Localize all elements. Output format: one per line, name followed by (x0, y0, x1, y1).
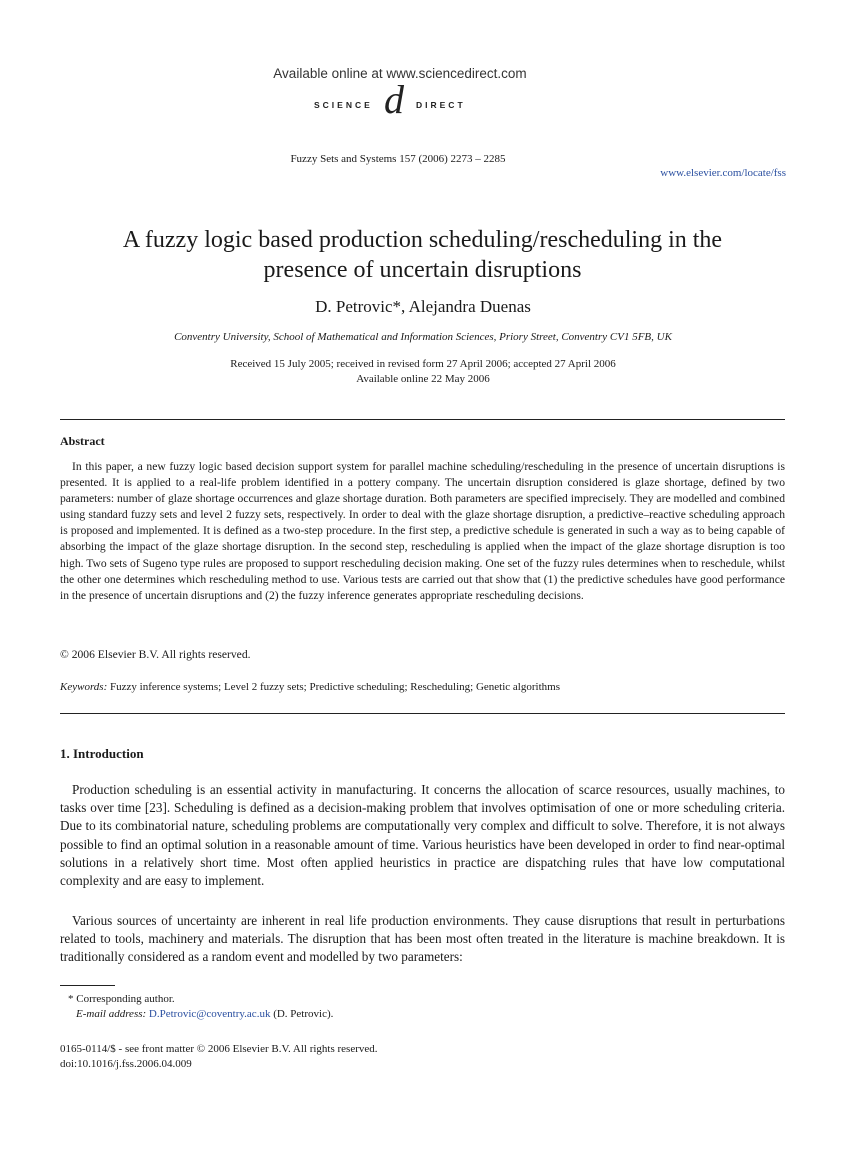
sciencedirect-availability: Available online at www.sciencedirect.com (273, 66, 527, 81)
abstract-heading: Abstract (60, 434, 105, 448)
abstract-body: In this paper, a new fuzzy logic based decision support system for parallel machine scheduling/rescheduling in the presence of uncertain disruptions is presented. It is applied to a real-life problem identified in a pottery company. The uncertain disruption considered is glaze shortage, defined by two parameters: number of glaze shortage occurrences and glaze shortage duration. Both parameters are specified imprecisely. They are modelled and combined using standard fuzzy sets and level 2 fuzzy sets, respectively. In order to deal with the glaze shortage disruption, a predictive–reactive scheduling approach is proposed and implemented. It is defined as a two-step procedure. In the first step, a predictive schedule is generated in such a way as to being capable of absorbing the impact of the glaze shortage disruption. In the second step, rescheduling is applied when the impact of the glaze shortage disruption is too high. Two sets of Sugeno type rules are proposed to support rescheduling decision making. One set of the fuzzy rules determines when to reschedule, whilst the other one determines which rescheduling method to use. Various tests are carried out that show that (1) the predictive schedules have good performance in the presence of uncertain disruptions and (2) the fuzzy inference generates appropriate rescheduling decisions. (60, 460, 785, 602)
keywords (60, 681, 560, 693)
logo-direct-text: DIRECT (416, 100, 466, 110)
article-dates (0, 357, 846, 387)
available-date: Available online 22 May 2006 (356, 373, 490, 385)
email-label: E-mail address: (76, 1008, 147, 1020)
footnote-corresponding: * Corresponding author. (68, 993, 175, 1005)
intro-paragraph-2: Various sources of uncertainty are inherent in real life production environments. They cause disruptions that result in perturbations related to tools, machinery and materials. The disruption that has been most often treated in the literature is machine breakdown. It is traditionally considered as a random event and modelled by two parameters: (60, 913, 785, 965)
affiliation: Conventry University, School of Mathematical and Information Sciences, Priory Street, Conventry CV1 5FB, UK (174, 331, 672, 343)
abstract-copyright: © 2006 Elsevier B.V. All rights reserved. (60, 648, 251, 661)
section-heading-introduction: 1. Introduction (60, 746, 144, 761)
title-line-1: A fuzzy logic based production scheduling/rescheduling in the (122, 227, 723, 253)
journal-citation: Fuzzy Sets and Systems 157 (2006) 2273 – 2285 (290, 153, 506, 165)
keywords-label: Keywords: (60, 681, 108, 693)
logo-d-mark: d (384, 77, 404, 122)
email-suffix: (D. Petrovic). (273, 1008, 334, 1020)
footnote-email (76, 1008, 333, 1020)
footnote-rule (60, 985, 115, 986)
divider-bottom (60, 713, 785, 714)
received-dates: Received 15 July 2005; received in revised form 27 April 2006; accepted 27 April 2006 (230, 358, 616, 370)
sciencedirect-logo (300, 77, 500, 124)
intro-paragraph-1: Production scheduling is an essential activity in manufacturing. It concerns the allocation of scarce resources, usually machines, to tasks over time [23]. Scheduling is defined as a decision-making problem that involves optimisation of one or more scheduling criteria. Due to its combinatorial nature, scheduling problems are computationally very complex and difficult to solve. Therefore, it is not always possible to find an optimal solution in a reasonable amount of time. Various heuristics have been developed in order to find near-optimal solutions in a relatively short time. Most often applied heuristics in practice are dispatching rules that have low computational complexity and are easy to implement. (60, 782, 785, 889)
logo-science-text: SCIENCE (314, 100, 373, 110)
issn-line: 0165-0114/$ - see front matter © 2006 Elsevier B.V. All rights reserved. (60, 1043, 378, 1055)
email-link[interactable]: D.Petrovic@coventry.ac.uk (148, 1008, 271, 1020)
divider-top (60, 419, 785, 420)
front-matter (60, 1042, 378, 1072)
article-title (60, 225, 785, 285)
journal-url-link[interactable]: www.elsevier.com/locate/fss (660, 167, 786, 179)
authors: D. Petrovic*, Alejandra Duenas (315, 297, 531, 316)
doi-line: doi:10.1016/j.fss.2006.04.009 (60, 1058, 192, 1070)
keywords-list: Fuzzy inference systems; Level 2 fuzzy sets; Predictive scheduling; Rescheduling; Genetic algorithms (110, 681, 560, 693)
title-line-2: presence of uncertain disruptions (263, 257, 582, 283)
